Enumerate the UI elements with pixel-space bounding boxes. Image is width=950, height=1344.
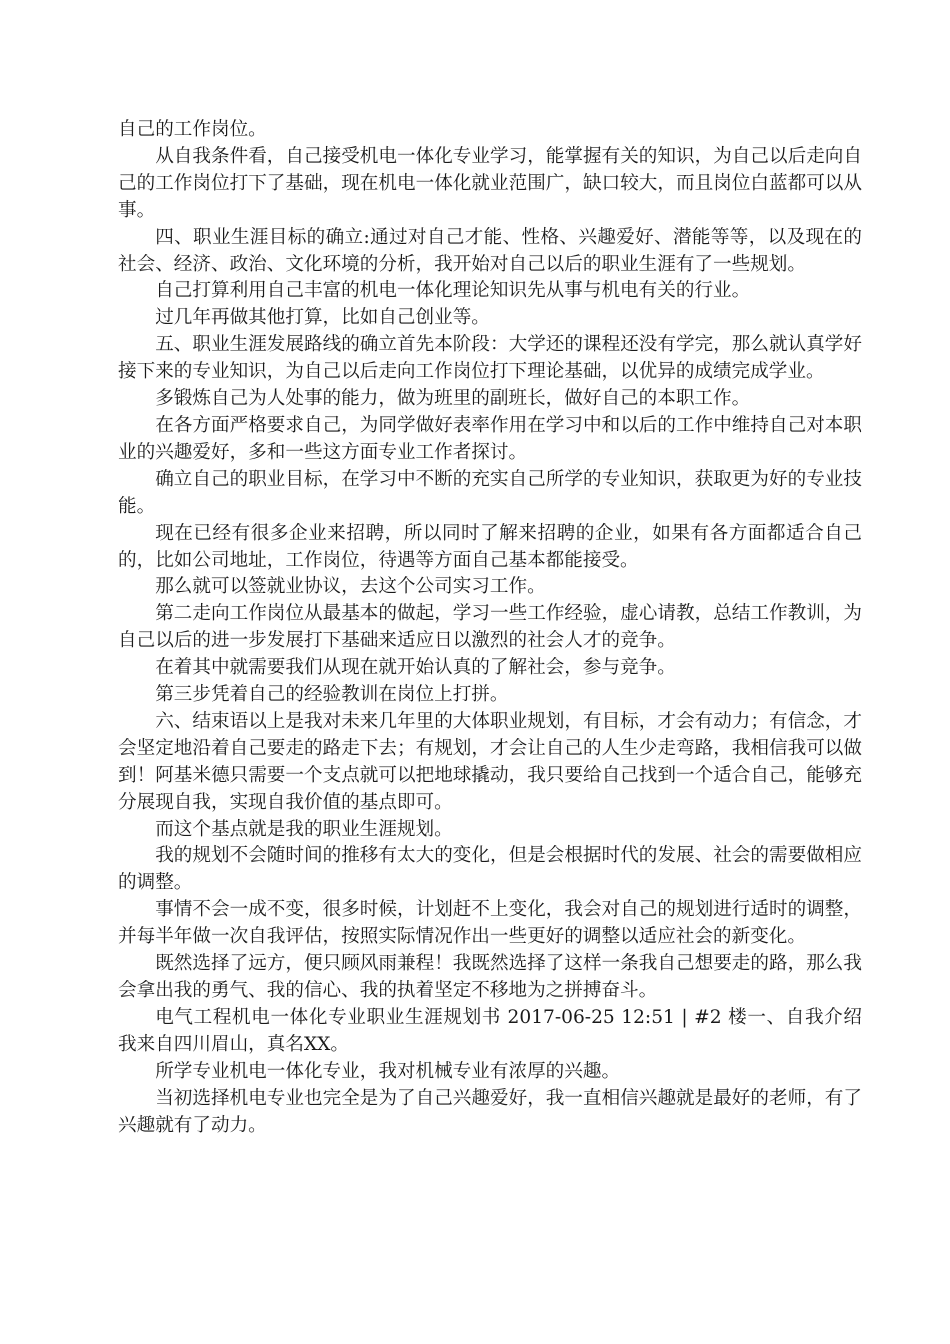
paragraph: 在着其中就需要我们从现在就开始认真的了解社会，参与竞争。 bbox=[155, 657, 676, 679]
paragraph: 事情不会一成不变，很多时候，计划赶不上变化，我会对自己的规划进行适时的调整，并每半年做一次自我评估，按照实际情况作出一些更好的调整以适应社会的新变化。 bbox=[118, 899, 862, 948]
paragraph: 在各方面严格要求自己，为同学做好表率作用在学习中和以后的工作中维持自己对本职业的兴趣爱好，多和一些这方面专业工作者探讨。 bbox=[118, 414, 862, 463]
paragraph: 自己的工作岗位。 bbox=[118, 119, 267, 140]
paragraph: 既然选择了远方，便只顾风雨兼程！我既然选择了这样一条我自己想要走的路，那么我会拿出我的勇气、我的信心、我的执着坚定不移地为之拼搏奋斗。 bbox=[118, 953, 862, 1001]
paragraph: 确立自己的职业目标，在学习中不断的充实自己所学的专业知识，获取更为好的专业技能。 bbox=[118, 468, 862, 517]
paragraph: 六、结束语以上是我对未来几年里的大体职业规划，有目标，才会有动力；有信念，才会坚定地沿着自己要走的路走下去；有规划，才会让自己的人生少走弯路，我相信我可以做到！阿基米德只需要一个支点就可以把地球撬动，我只要给自己找到一个适合自己，能够充分展现自我，实现自我价值的基点即可。 bbox=[118, 710, 862, 813]
paragraph: 我的规划不会随时间的推移有太大的变化，但是会根据时代的发展、社会的需要做相应的调整。 bbox=[118, 845, 862, 894]
paragraph: 第二走向工作岗位从最基本的做起，学习一些工作经验，虚心请教，总结工作教训，为自己以后的进一步发展打下基础来适应日以激烈的社会人才的竞争。 bbox=[118, 603, 862, 652]
paragraph: 四、职业生涯目标的确立:通过对自己才能、性格、兴趣爱好、潜能等等，以及现在的社会、经济、政治、文化环境的分析，我开始对自己以后的职业生涯有了一些规划。 bbox=[118, 226, 862, 275]
paragraph: 第三步凭着自己的经验教训在岗位上打拼。 bbox=[155, 684, 509, 706]
paragraph: 自己打算利用自己丰富的机电一体化理论知识先从事与机电有关的行业。 bbox=[155, 280, 751, 302]
document-body bbox=[118, 117, 862, 1139]
paragraph: 现在已经有很多企业来招聘，所以同时了解来招聘的企业，如果有各方面都适合自己的，比如公司地址，工作岗位，待遇等方面自己基本都能接受。 bbox=[118, 522, 862, 571]
paragraph: 而这个基点就是我的职业生涯规划。 bbox=[155, 818, 453, 840]
paragraph: 电气工程机电一体化专业职业生涯规划书 2017-06-25 12:51 | #2 楼一、自我介绍我来自四川眉山，真名XX。 bbox=[118, 1006, 862, 1055]
paragraph: 所学专业机电一体化专业，我对机械专业有浓厚的兴趣。 bbox=[155, 1060, 621, 1082]
paragraph: 那么就可以签就业协议，去这个公司实习工作。 bbox=[155, 576, 546, 598]
paragraph: 五、职业生涯发展路线的确立首先本阶段：大学还的课程还没有学完，那么就认真学好接下来的专业知识，为自己以后走向工作岗位打下理论基础，以优异的成绩完成学业。 bbox=[118, 334, 862, 383]
paragraph: 当初选择机电专业也完全是为了自己兴趣爱好，我一直相信兴趣就是最好的老师，有了兴趣就有了动力。 bbox=[118, 1087, 862, 1136]
paragraph: 从自我条件看，自己接受机电一体化专业学习，能掌握有关的知识，为自己以后走向自己的工作岗位打下了基础，现在机电一体化就业范围广，缺口较大，而且岗位白蓝都可以从事。 bbox=[118, 145, 862, 221]
paragraph: 过几年再做其他打算，比如自己创业等。 bbox=[155, 307, 490, 329]
paragraph: 多锻炼自己为人处事的能力，做为班里的副班长，做好自己的本职工作。 bbox=[155, 388, 751, 410]
